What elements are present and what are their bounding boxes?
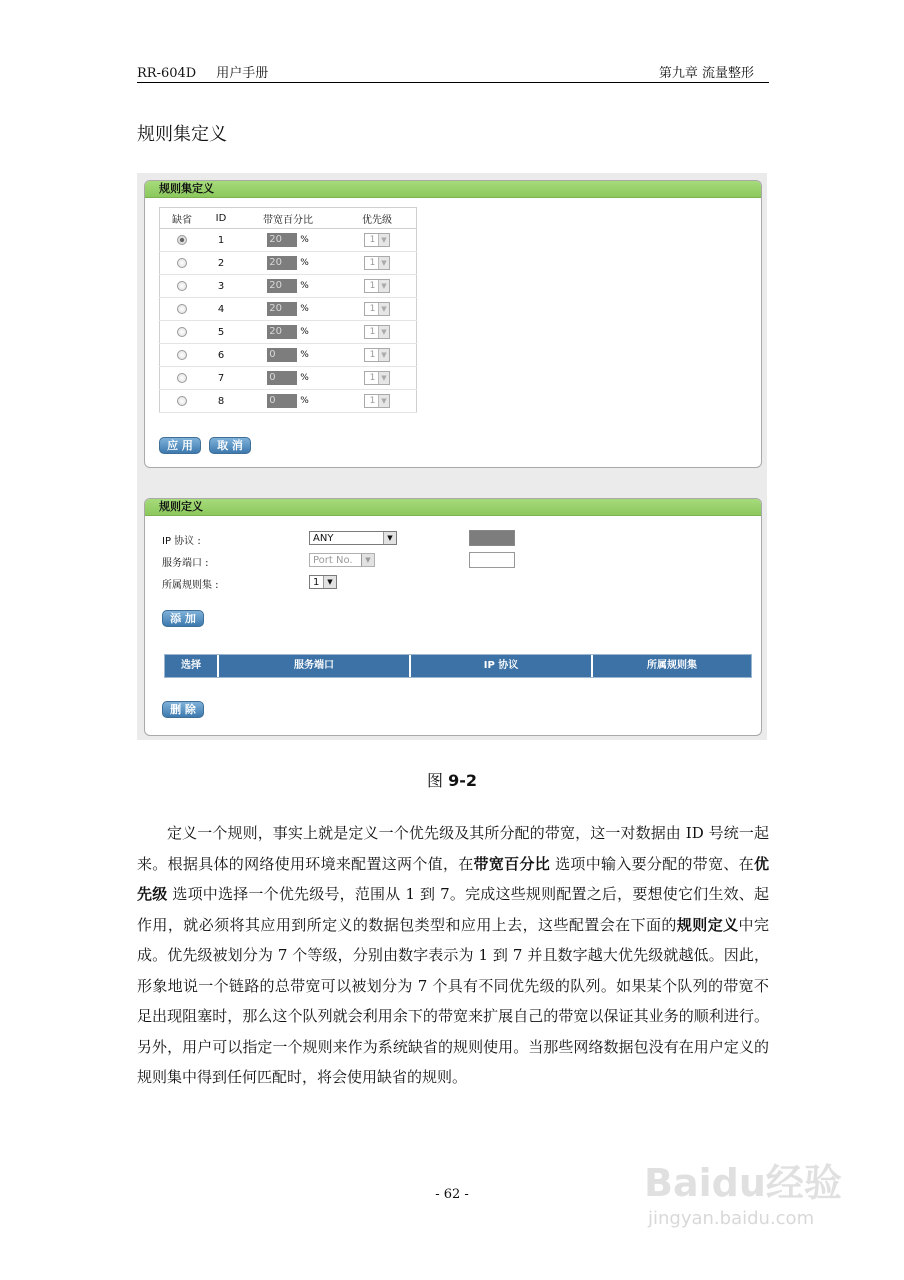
col-priority: 优先级 [338,208,417,229]
rule-list-header [164,654,752,678]
list-col-service-port: 服务端口 [219,655,411,677]
watermark [644,1142,854,1242]
list-col-select: 选择 [165,655,219,677]
bandwidth-input[interactable]: 20 [267,325,297,339]
bandwidth-input[interactable]: 20 [267,256,297,270]
priority-cell [338,344,417,367]
priority-select[interactable] [364,279,390,293]
priority-cell [338,275,417,298]
priority-value: 1 [369,350,376,360]
add-button[interactable]: 添 加 [162,610,204,627]
bandwidth-input[interactable]: 20 [267,302,297,316]
default-radio[interactable] [177,304,187,314]
priority-value: 1 [369,327,376,337]
rule-panel-title: 规则定义 [145,499,761,516]
ruleset-row [160,229,417,252]
bandwidth-cell [238,367,338,390]
priority-value: 1 [369,373,376,383]
body-paragraph [137,818,769,1093]
priority-select[interactable] [364,325,390,339]
default-radio[interactable] [177,350,187,360]
ruleset-row [160,390,417,413]
service-port-input[interactable] [469,552,515,568]
ruleset-row [160,344,417,367]
priority-select[interactable] [364,371,390,385]
cancel-button[interactable]: 取 消 [209,437,251,454]
bandwidth-cell [238,252,338,275]
ruleset-row [160,367,417,390]
priority-cell [338,252,417,275]
priority-select[interactable] [364,302,390,316]
default-radio[interactable] [177,327,187,337]
default-cell [160,252,205,275]
default-cell [160,229,205,252]
service-port-label: 服务端口 : [162,558,209,569]
chevron-down-icon: ▼ [378,257,389,269]
percent-label: % [300,281,309,291]
chevron-down-icon: ▼ [378,372,389,384]
watermark-logo: Baidu经验 [644,1161,842,1205]
header-manual: 用户手册 [216,66,269,81]
percent-label: % [300,327,309,337]
para-text-2: 选项中输入要分配的带宽、在 [550,854,754,873]
ruleset-panel-title: 规则集定义 [145,181,761,198]
ip-protocol-value: ANY [313,532,334,544]
default-cell [160,275,205,298]
para-bold-rule-def: 规则定义 [676,915,739,934]
priority-cell [338,298,417,321]
id-cell: 4 [204,298,238,321]
id-cell: 6 [204,344,238,367]
service-port-value: Port No. [313,554,353,566]
header-model: RR-604D [137,66,197,81]
para-bold-priority: 优先级 [137,854,769,903]
apply-button[interactable]: 应 用 [159,437,201,454]
bandwidth-input[interactable]: 0 [267,348,297,362]
rule-panel [144,498,762,736]
percent-label: % [300,396,309,406]
default-radio[interactable] [177,258,187,268]
chevron-down-icon: ▼ [383,532,396,544]
default-cell [160,390,205,413]
bandwidth-cell [238,229,338,252]
ruleset-table-header [160,208,417,229]
bandwidth-cell [238,344,338,367]
caption-number: 9-2 [448,771,477,790]
bandwidth-cell [238,275,338,298]
priority-cell [338,367,417,390]
col-default: 缺省 [160,208,205,229]
priority-value: 1 [369,258,376,268]
priority-select[interactable] [364,348,390,362]
ip-protocol-number-input[interactable] [469,530,515,546]
default-cell [160,298,205,321]
priority-value: 1 [369,235,376,245]
priority-select[interactable] [364,256,390,270]
bandwidth-cell [238,390,338,413]
ip-protocol-select[interactable] [309,531,397,545]
figure-caption [0,768,904,791]
bandwidth-input[interactable]: 0 [267,394,297,408]
default-cell [160,321,205,344]
header-left [137,62,268,81]
bandwidth-input[interactable]: 20 [267,279,297,293]
col-bandwidth: 带宽百分比 [238,208,338,229]
col-id: ID [204,208,238,229]
id-cell: 5 [204,321,238,344]
id-cell: 3 [204,275,238,298]
percent-label: % [300,258,309,268]
ruleset-value: 1 [313,576,320,588]
priority-value: 1 [369,281,376,291]
priority-cell [338,229,417,252]
priority-select[interactable] [364,394,390,408]
ruleset-select[interactable] [309,575,337,589]
priority-select[interactable] [364,233,390,247]
list-col-ip-protocol: IP 协议 [411,655,593,677]
list-col-ruleset: 所属规则集 [593,655,751,677]
delete-button[interactable]: 删 除 [162,701,204,718]
header-chapter: 第九章 流量整形 [658,66,754,81]
id-cell: 8 [204,390,238,413]
priority-cell [338,390,417,413]
id-cell: 7 [204,367,238,390]
chevron-down-icon: ▼ [361,554,374,566]
chevron-down-icon: ▼ [323,576,336,588]
ruleset-row [160,275,417,298]
default-cell [160,367,205,390]
priority-value: 1 [369,304,376,314]
service-port-select[interactable] [309,553,375,567]
ruleset-table [159,207,417,413]
chevron-down-icon: ▼ [378,234,389,246]
ip-protocol-label: IP 协议 : [162,536,201,547]
chevron-down-icon: ▼ [378,326,389,338]
default-cell [160,344,205,367]
chevron-down-icon: ▼ [378,395,389,407]
percent-label: % [300,373,309,383]
id-cell: 1 [204,229,238,252]
id-cell: 2 [204,252,238,275]
percent-label: % [300,350,309,360]
bandwidth-cell [238,298,338,321]
ruleset-panel [144,180,762,468]
percent-label: % [300,235,309,245]
priority-cell [338,321,417,344]
para-text-3: 选项中选择一个优先级号，范围从 1 到 7。完成这些规则配置之后，要想使它们生效、起作用，就必须将其应用到所定义的数据包类型和应用上去，这些配置会在下面的 [137,885,769,934]
default-radio[interactable] [177,235,187,245]
percent-label: % [300,304,309,314]
para-text-1: 定义一个规则，事实上就是定义一个优先级及其所分配的带宽，这一对数据由 ID 号统一起来。根据具体的网络使用环境来配置这两个值，在 [137,824,769,873]
page-number: - 62 - [435,1187,469,1202]
ruleset-row [160,321,417,344]
caption-prefix: 图 [427,771,449,790]
default-radio[interactable] [177,373,187,383]
bandwidth-input[interactable]: 20 [267,233,297,247]
ruleset-row [160,298,417,321]
bandwidth-cell [238,321,338,344]
chevron-down-icon: ▼ [378,303,389,315]
default-radio[interactable] [177,396,187,406]
chevron-down-icon: ▼ [378,349,389,361]
para-bold-bandwidth: 带宽百分比 [473,854,551,873]
default-radio[interactable] [177,281,187,291]
ruleset-row [160,252,417,275]
priority-value: 1 [369,396,376,406]
ui-screenshot [137,173,767,740]
section-title: 规则集定义 [137,124,227,145]
header-rule [137,82,769,83]
watermark-url: jingyan.baidu.com [648,1208,815,1229]
ruleset-label: 所属规则集 : [162,580,219,591]
para-text-4: 中完成。优先级被划分为 7 个等级，分别由数字表示为 1 到 7 并且数字越大优先级就越低。因此，形象地说一个链路的总带宽可以被划分为 7 个具有不同优先级的队列。如果某个队列的带宽不足出现阻塞时，那么这个队列就会利用余下的带宽来扩展自己的带宽以保证其业务的顺利进行。另外，用户可以指定一个规则来作为系统缺省的规则使用。当那些网络数据包没有在用户定义的规则集中得到任何匹配时，将会使用缺省的规则。 [137,915,769,1086]
bandwidth-input[interactable]: 0 [267,371,297,385]
chevron-down-icon: ▼ [378,280,389,292]
